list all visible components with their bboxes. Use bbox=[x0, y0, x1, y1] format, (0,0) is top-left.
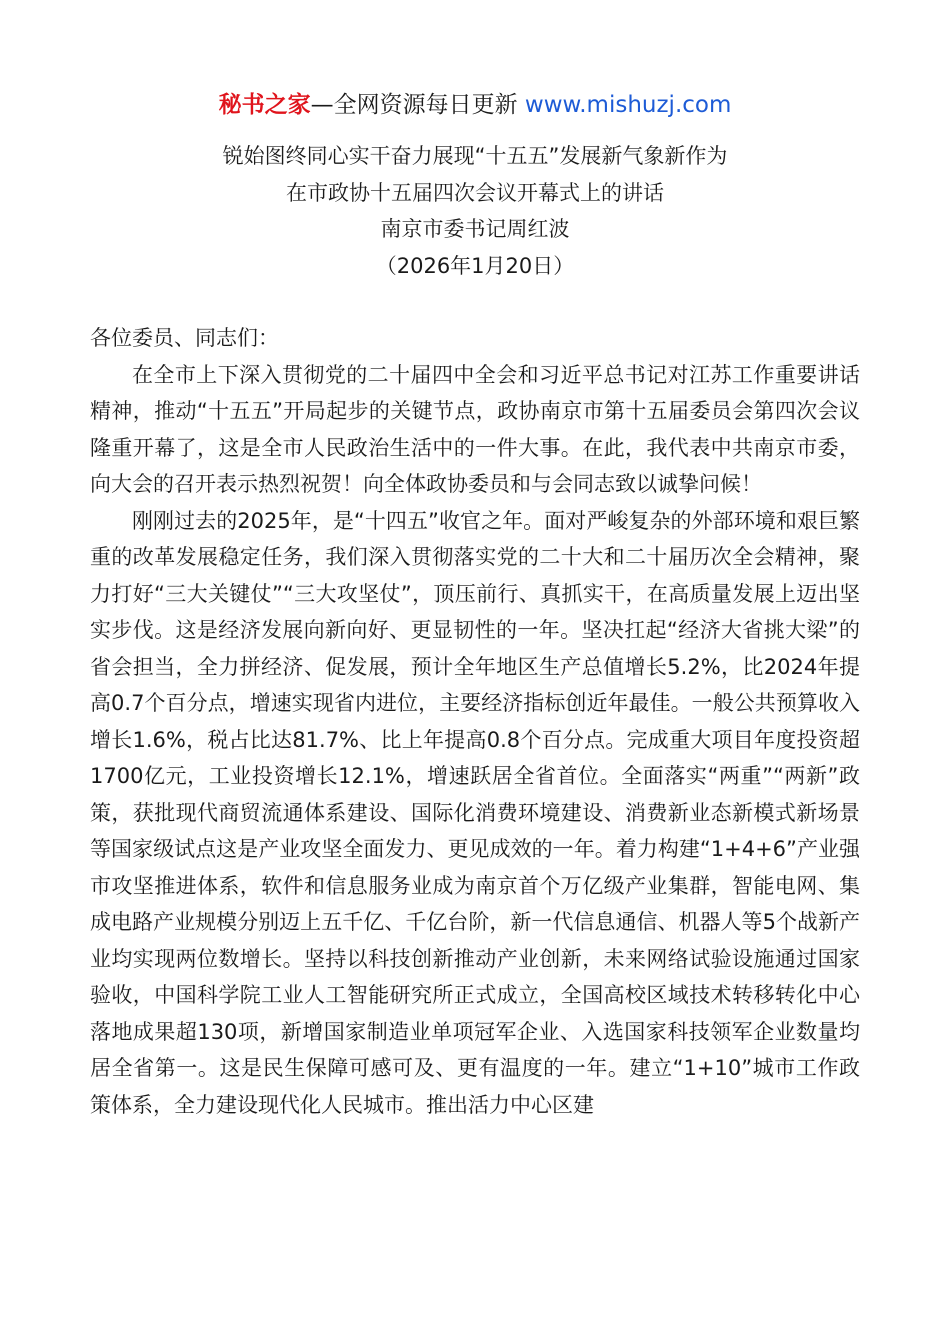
paragraph: 刚刚过去的2025年，是“十四五”收官之年。面对严峻复杂的外部环境和艰巨繁重的改革发展稳定任务，我们深入贯彻落实党的二十大和二十届历次全会精神，聚力打好“三大关键仗”“三大攻坚仗”，顶压前行、真抓实干，在高质量发展上迈出坚实步伐。这是经济发展向新向好、更显韧性的一年。坚决扛起“经济大省挑大梁”的省会担当，全力拼经济、促发展，预计全年地区生产总值增长5.2%，比2024年提高0.7个百分点，增速实现省内进位，主要经济指标创近年最佳。一般公共预算收入增长1.6%，税占比达81.7%、比上年提高0.8个百分点。完成重大项目年度投资超1700亿元，工业投资增长12.1%，增速跃居全省首位。全面落实“两重”“两新”政策，获批现代商贸流通体系建设、国际化消费环境建设、消费新业态新模式新场景等国家级试点这是产业攻坚全面发力、更见成效的一年。着力构建“1+4+6”产业强市攻坚推进体系，软件和信息服务业成为南京首个万亿级产业集群，智能电网、集成电路产业规模分别迈上五千亿、千亿台阶，新一代信息通信、机器人等5个战新产业均实现两位数增长。坚持以科技创新推动产业创新，未来网络试验设施通过国家验收，中国科学院工业人工智能研究所正式成立，全国高校区域技术转移转化中心落地成果超130项，新增国家制造业单项冠军企业、入选国家科技领军企业数量均居全省第一。这是民生保障可感可及、更有温度的一年。建立“1+10”城市工作政策体系，全力建设现代化人民城市。推出活力中心区建 bbox=[90, 508, 860, 1117]
header-banner bbox=[0, 88, 950, 122]
speech-body bbox=[90, 320, 860, 1123]
speech-title: 锐始图终同心实干奋力展现“十五五”发展新气象新作为 bbox=[222, 144, 728, 168]
site-link[interactable]: www.mishuzj.com bbox=[524, 92, 732, 118]
speech-heading bbox=[0, 138, 950, 284]
salutation: 各位委员、同志们： bbox=[90, 326, 279, 350]
brand-name: 秘书之家 bbox=[218, 92, 311, 118]
speech-date: （2026年1月20日） bbox=[375, 253, 575, 278]
paragraph: 在全市上下深入贯彻党的二十届四中全会和习近平总书记对江苏工作重要讲话精神，推动“十五五”开局起步的关键节点，政协南京市第十五届委员会第四次会议隆重开幕了，这是全市人民政治生活中的一件大事。在此，我代表中共南京市委，向大会的召开表示热烈祝贺！向全体政协委员和与会同志致以诚挚问候！ bbox=[90, 362, 860, 496]
speaker-line: 南京市委书记周红波 bbox=[380, 217, 570, 241]
banner-tagline: —全网资源每日更新 bbox=[310, 92, 518, 118]
speech-subtitle: 在市政协十五届四次会议开幕式上的讲话 bbox=[286, 180, 664, 205]
